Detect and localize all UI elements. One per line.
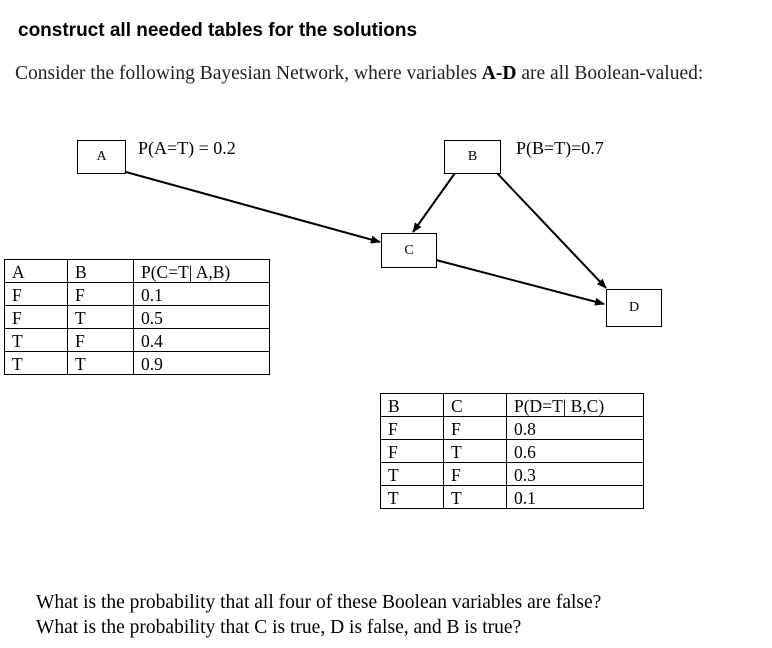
table-row <box>5 352 270 375</box>
table-cell: T <box>381 463 444 486</box>
table-cell: T <box>5 352 68 375</box>
table-row <box>5 306 270 329</box>
table-cell: F <box>5 283 68 306</box>
table-cell: T <box>444 486 507 509</box>
question-2: What is the probability that C is true, D is false, and B is true? <box>36 617 522 638</box>
table-cell: T <box>68 352 134 375</box>
cpt-c-table <box>4 259 270 375</box>
table-cell: 0.5 <box>134 306 270 329</box>
edge-b-to-d <box>496 172 606 288</box>
table-header-row <box>5 260 270 283</box>
edge-c-to-d <box>436 260 604 304</box>
intro-prefix: Consider the following Bayesian Network, where variables <box>15 63 482 84</box>
table-cell: 0.6 <box>507 440 644 463</box>
questions <box>36 590 601 640</box>
table-cell: 0.4 <box>134 329 270 352</box>
table-header-row <box>381 394 644 417</box>
table-row <box>381 486 644 509</box>
table-cell: T <box>68 306 134 329</box>
table-cell: F <box>381 440 444 463</box>
intro-vars: A-D <box>481 63 517 84</box>
table-row <box>5 283 270 306</box>
table-cell: 0.1 <box>507 486 644 509</box>
header-cell: P(C=T| A,B) <box>134 260 270 283</box>
table-cell: 0.9 <box>134 352 270 375</box>
table-cell: F <box>444 417 507 440</box>
prior-b: P(B=T)=0.7 <box>516 138 604 158</box>
question-1: What is the probability that all four of these Boolean variables are false? <box>36 592 602 613</box>
node-a: A <box>77 140 126 174</box>
cpt-d-table <box>380 393 644 509</box>
table-row <box>381 417 644 440</box>
header-cell: B <box>68 260 134 283</box>
table-cell: T <box>444 440 507 463</box>
table-cell: F <box>444 463 507 486</box>
edge-b-to-c <box>413 173 455 232</box>
table-cell: F <box>68 283 134 306</box>
table-cell: F <box>68 329 134 352</box>
header-cell: B <box>381 394 444 417</box>
table-cell: 0.3 <box>507 463 644 486</box>
header-cell: P(D=T| B,C) <box>507 394 644 417</box>
instruction-heading: construct all needed tables for the solutions <box>18 20 418 41</box>
edge-a-to-c <box>126 172 380 242</box>
table-cell: F <box>381 417 444 440</box>
header-cell: A <box>5 260 68 283</box>
table-cell: 0.1 <box>134 283 270 306</box>
header-cell: C <box>444 394 507 417</box>
table-cell: F <box>5 306 68 329</box>
node-d: D <box>606 289 662 327</box>
table-cell: T <box>381 486 444 509</box>
prior-a: P(A=T) = 0.2 <box>138 138 236 158</box>
table-row <box>381 463 644 486</box>
table-cell: T <box>5 329 68 352</box>
node-b: B <box>444 140 501 174</box>
table-row <box>381 440 644 463</box>
intro-suffix: are all Boolean-valued: <box>516 63 704 84</box>
table-cell: 0.8 <box>507 417 644 440</box>
table-row <box>5 329 270 352</box>
node-c: C <box>381 233 437 268</box>
